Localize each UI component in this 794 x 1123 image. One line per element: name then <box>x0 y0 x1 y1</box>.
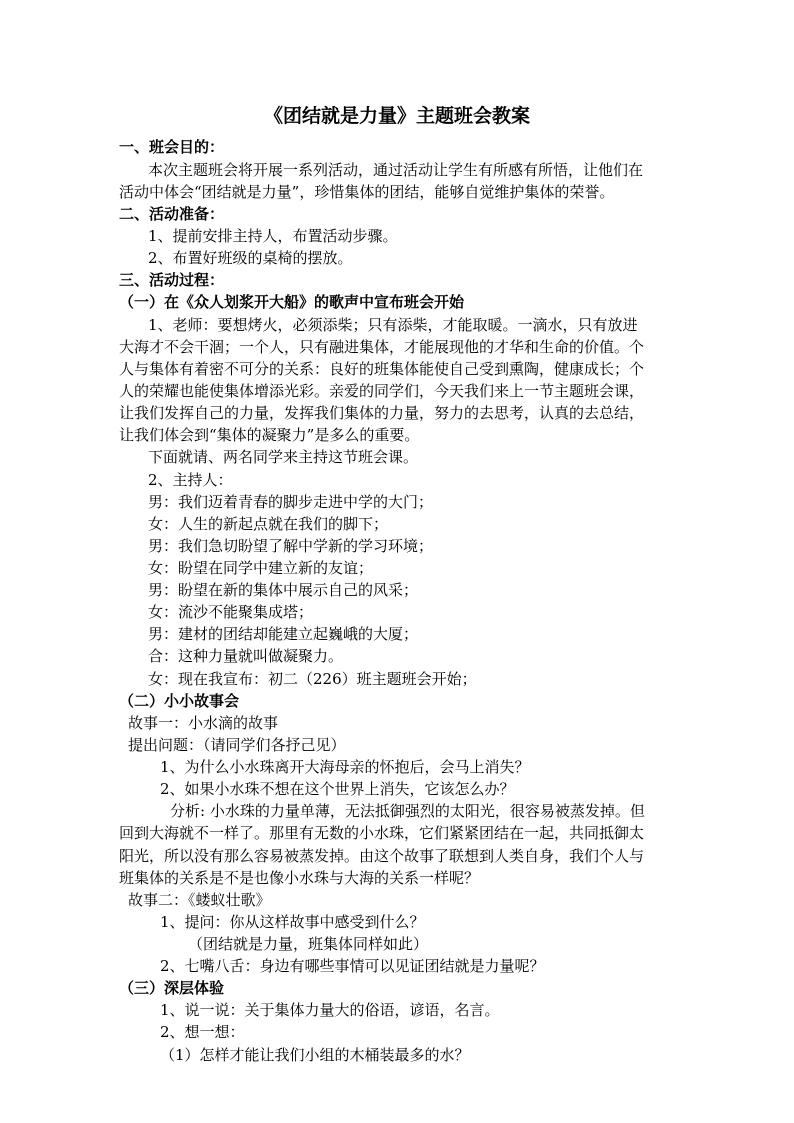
paragraph-line: 分析: 小水珠的力量单薄，无法抵御强烈的太阳光，很容易被蒸发掉。但 <box>170 802 645 820</box>
question-line: 1、为什么小水珠离开大海母亲的怀抱后，会马上消失？ <box>160 758 530 776</box>
paragraph-line: （团结就是力量，班集体同样如此） <box>188 935 429 953</box>
question-line: 2、七嘴八舌：身边有哪些事情可以见证团结就是力量呢？ <box>160 957 545 975</box>
section-heading-preparation: 二、活动准备： <box>119 205 225 223</box>
paragraph-line: 人的荣耀也能使集体增添光彩。亲爱的同学们，今天我们来上一节主题班会课， <box>119 382 645 400</box>
subsection-heading-1: （一）在《众人划浆开大船》的歌声中宣布班会开始 <box>119 293 465 311</box>
paragraph-line: 1、老师：要想烤火，必须添柴；只有添柴，才能取暖。一滴水，只有放进 <box>148 316 638 334</box>
dialogue-line: 男：我们迈着青春的脚步走进中学的大门； <box>148 493 434 511</box>
dialogue-line: 男：盼望在新的集体中展示自己的风采； <box>148 581 419 599</box>
document-title: 《团结就是力量》主题班会教案 <box>263 105 530 127</box>
dialogue-line: 女：盼望在同学中建立新的友谊； <box>148 559 374 577</box>
paragraph-line: 人与集体有着密不可分的关系：良好的班集体能使自己受到熏陶，健康成长；个 <box>119 360 645 378</box>
paragraph-line: 故事二：《蝼蚁壮歌》 <box>128 891 271 909</box>
question-line: 2、如果小水珠不想在这个世界上消失，它该怎么办？ <box>160 780 515 798</box>
paragraph-line: 活动中体会“团结就是力量”，珍惜集体的团结，能够自觉维护集体的荣誉。 <box>119 183 615 201</box>
paragraph-line: 2、想一想： <box>160 1023 245 1041</box>
paragraph-line: 1、说一说：关于集体力量大的俗语，谚语，名言。 <box>160 1001 500 1019</box>
paragraph-line: 回到大海就不一样了。那里有无数的小水珠，它们紧紧团结在一起，共同抵御太 <box>119 824 645 842</box>
paragraph-line: 2、主持人： <box>148 471 233 489</box>
paragraph-line: 本次主题班会将开展一系列活动，通过活动让学生有所感有所悟，让他们在 <box>148 161 644 179</box>
paragraph-line: 1、提前安排主持人，布置活动步骤。 <box>148 227 398 245</box>
subsection-heading-2: （二）小小故事会 <box>119 692 240 710</box>
paragraph-line: 让我们体会到“集体的凝聚力”是多么的重要。 <box>119 426 420 444</box>
paragraph-line: 故事一：小水滴的故事 <box>128 714 279 732</box>
dialogue-line: 女：现在我宣布：初二（226）班主题班会开始； <box>148 670 477 688</box>
paragraph-line: 班集体的关系是不是也像小水珠与大海的关系一样呢？ <box>119 869 480 887</box>
paragraph-line: 阳光，所以没有那么容易被蒸发掉。由这个故事了联想到人类自身，我们个人与 <box>119 847 645 865</box>
paragraph-line: 大海才不会干涸；一个人，只有融进集体，才能展现他的才华和生命的价值。个 <box>119 338 645 356</box>
paragraph-line: 让我们发挥自己的力量，发挥我们集体的力量，努力的去思考，认真的去总结， <box>119 404 645 422</box>
section-heading-process: 三、活动过程： <box>119 271 225 289</box>
paragraph-line: 提出问题：（请同学们各抒己见） <box>128 736 346 754</box>
section-heading-purpose: 一、班会目的： <box>119 138 225 156</box>
question-line: 1、提问：你从这样故事中感受到什么？ <box>160 913 425 931</box>
dialogue-line: 合：这种力量就叫做凝聚力。 <box>148 647 344 665</box>
dialogue-line: 女：流沙不能聚集成塔； <box>148 603 314 621</box>
dialogue-line: 男：我们急切盼望了解中学新的学习环境； <box>148 537 434 555</box>
dialogue-line: 女：人生的新起点就在我们的脚下； <box>148 515 389 533</box>
paragraph-line: 2、布置好班级的桌椅的摆放。 <box>148 249 353 267</box>
subsection-heading-3: （三）深层体验 <box>119 979 225 997</box>
dialogue-line: 男：建材的团结却能建立起巍峨的大厦； <box>148 625 419 643</box>
paragraph-line: 下面就请、两名同学来主持这节班会课。 <box>148 448 419 466</box>
paragraph-line: （1）怎样才能让我们小组的木桶装最多的水？ <box>160 1046 470 1064</box>
